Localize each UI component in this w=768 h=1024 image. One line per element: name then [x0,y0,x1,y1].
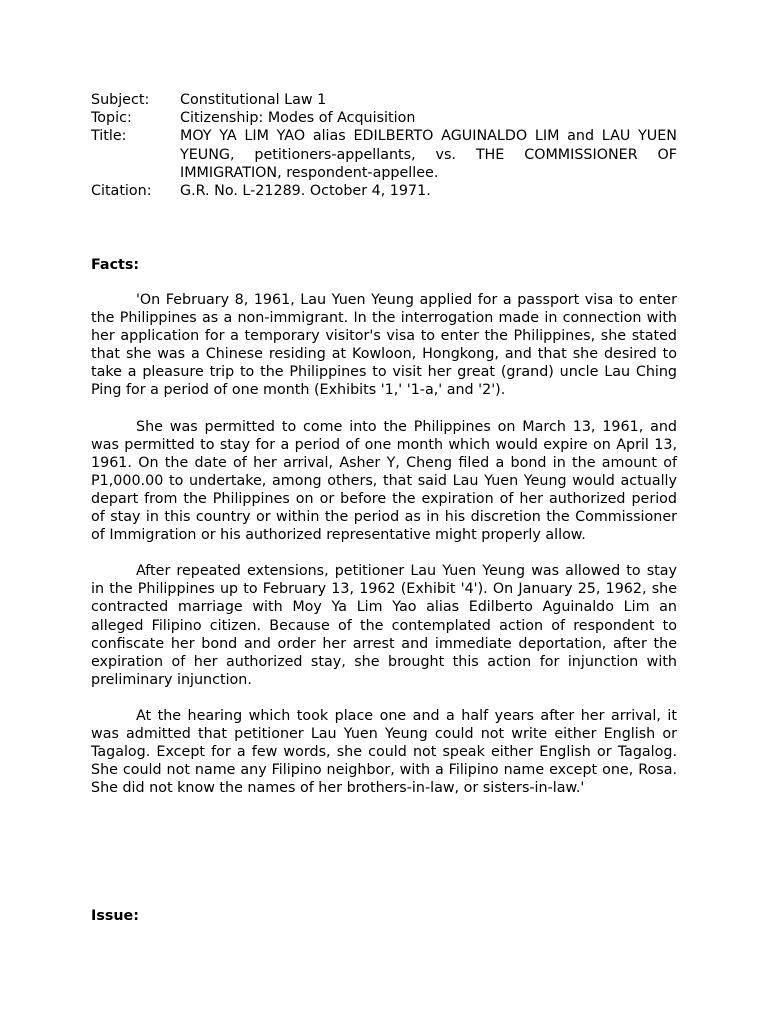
citation-label: Citation: [91,183,152,200]
title-label: Title: [91,128,127,145]
document-page [91,91,677,924]
facts-paragraph: 'On February 8, 1961, Lau Yuen Yeung applied for a passport visa to enter the Philippines as a non-immigrant. In the interrogation made in connection with her application for a temporary visitor's visa to enter the Philippines, she stated that she was a Chinese residing at Kowloon, Hongkong, and that she desired to take a pleasure trip to the Philippines to visit her great (grand) uncle Lau Ching Ping for a period of one month (Exhibits '1,' '1-a,' and '2'). [91,292,677,399]
topic-value: Citizenship: Modes of Acquisition [180,110,416,127]
citation-value: G.R. No. L-21289. October 4, 1971. [180,183,431,200]
topic-label: Topic: [91,110,132,127]
facts-body [91,291,677,815]
facts-paragraph: After repeated extensions, petitioner Lau Yuen Yeung was allowed to stay in the Philippines up to February 13, 1962 (Exhibit '4'). On January 25, 1962, she contracted marriage with Moy Ya Lim Yao alias Edilberto Aguinaldo Lim an alleged Filipino citizen. Because of the contemplated action of respondent to confiscate her bond and order her arrest and immediate deportation, after the expiration of her authorized stay, she brought this action for injunction with preliminary injunction. [91,563,677,688]
facts-heading: Facts: [91,257,140,273]
case-title: MOY YA LIM YAO alias EDILBERTO AGUINALDO LIM and LAU YUEN YEUNG, petitioners-appellants, vs. THE COMMISSIONER OF IMMIGRATION, respondent-appellee. [180,128,677,181]
facts-paragraph: At the hearing which took place one and a half years after her arrival, it was admitted that petitioner Lau Yuen Yeung could not write either English or Tagalog. Except for a few words, she could not speak either English or Tagalog. She could not name any Filipino neighbor, with a Filipino name except one, Rosa. She did not know the names of her brothers-in-law, or sisters-in-law.' [91,707,677,797]
facts-paragraph: She was permitted to come into the Philippines on March 13, 1961, and was permitted to stay for a period of one month which would expire on April 13, 1961. On the date of her arrival, Asher Y, Cheng filed a bond in the amount of P1,000.00 to undertake, among others, that said Lau Yuen Yeung would actually depart from the Philippines on or before the expiration of her authorized period of stay in this country or within the period as in his discretion the Commissioner of Immigration or his authorized representative might properly allow. [91,418,677,544]
subject-label: Subject: [91,92,150,108]
subject-value: Constitutional Law 1 [180,92,327,108]
case-header [91,91,677,200]
issue-heading: Issue: [91,908,139,924]
